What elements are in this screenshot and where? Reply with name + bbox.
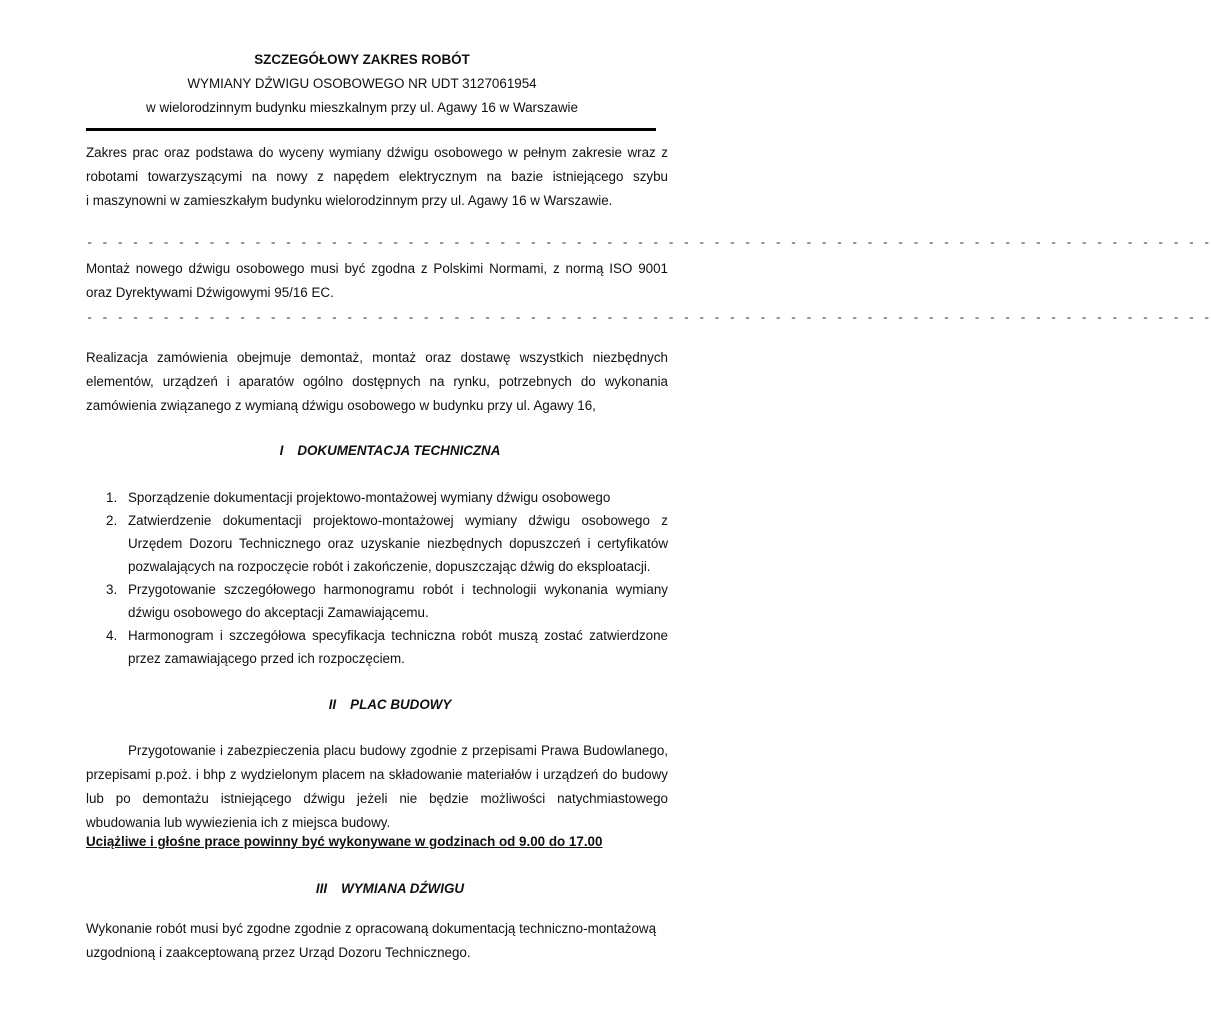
scope-line: Realizacja zamówienia obejmuje demontaż, montaż oraz dostawę wszystkich niezbędnych xyxy=(86,350,668,365)
section-heading-elevator-replacement xyxy=(0,881,780,896)
dashed-separator: - - - - - - - - - - - - - - - - - - - - - - - - - - - - - - - - - - - - - - - - - - - - - - - - - - - - - - - - - - - - - - - - - - - - - - - - - - xyxy=(86,311,1211,325)
list-item-number: 2. xyxy=(106,513,118,528)
section-number: III xyxy=(315,881,328,896)
document-location: w wielorodzinnym budynku mieszkalnym przy ul. Agawy 16 w Warszawie xyxy=(146,100,578,115)
list-item xyxy=(106,624,668,670)
document-title: SZCZEGÓŁOWY ZAKRES ROBÓT xyxy=(254,52,470,67)
list-item-number: 4. xyxy=(106,628,118,643)
scope-line: zamówienia związanego z wymianą dźwigu osobowego w budynku przy ul. Agawy 16, xyxy=(86,398,596,413)
section-title: DOKUMENTACJA TECHNICZNA xyxy=(297,443,501,458)
intro-line: i maszynowni w zamieszkałym budynku wielorodzinnym przy ul. Agawy 16 w Warszawie. xyxy=(86,193,613,208)
list-item-text: przez zamawiającego przed ich rozpoczęciem. xyxy=(128,651,405,666)
list-item-text: Urzędem Dozoru Technicznego oraz uzyskanie niezbędnych dopuszczeń i certyfikatów xyxy=(128,536,668,551)
norms-paragraph xyxy=(86,257,668,305)
intro-line: robotami towarzyszącymi na nowy z napędem elektrycznym na bazie istniejącego szybu xyxy=(86,169,668,184)
norms-line: Montaż nowego dźwigu osobowego musi być zgodna z Polskimi Normami, z normą ISO 9001 xyxy=(86,261,668,276)
norms-line: oraz Dyrektywami Dźwigowymi 95/16 EC. xyxy=(86,285,334,300)
dashed-separator: - - - - - - - - - - - - - - - - - - - - - - - - - - - - - - - - - - - - - - - - - - - - - - - - - - - - - - - - - - - - - - - - - - - - - - - - - - xyxy=(86,236,1211,250)
section-title: WYMIANA DŹWIGU xyxy=(341,881,465,896)
list-item-text: Zatwierdzenie dokumentacji projektowo-montażowej wymiany dźwigu osobowego z xyxy=(128,513,668,528)
document-subtitle: WYMIANY DŹWIGU OSOBOWEGO NR UDT 3127061954 xyxy=(187,76,537,91)
site-line: Przygotowanie i zabezpieczenia placu budowy zgodnie z przepisami Prawa Budowlanego, xyxy=(128,743,668,758)
list-item-number: 1. xyxy=(106,490,118,505)
list-item xyxy=(106,509,668,578)
intro-paragraph xyxy=(86,141,668,213)
section-number: II xyxy=(328,697,337,712)
section-number: I xyxy=(279,443,284,458)
scope-line: elementów, urządzeń i aparatów ogólno dostępnych na rynku, potrzebnych do wykonania xyxy=(86,374,668,389)
replacement-line: Wykonanie robót musi być zgodne zgodnie z opracowaną dokumentacją techniczno-montażową xyxy=(86,921,657,936)
list-item xyxy=(106,486,668,509)
replacement-line: uzgodnioną i zaakceptowaną przez Urząd Dozoru Technicznego. xyxy=(86,945,471,960)
elevator-replacement-paragraph xyxy=(86,917,668,965)
scope-paragraph xyxy=(86,346,668,418)
header-rule xyxy=(86,128,656,131)
section-heading-construction-site xyxy=(0,697,780,712)
list-item-text: Harmonogram i szczegółowa specyfikacja techniczna robót muszą zostać zatwierdzone xyxy=(128,628,668,643)
section-heading-documentation xyxy=(0,443,780,458)
site-line: przepisami p.poż. i bhp z wydzielonym placem na składowanie materiałów i urządzeń do budowy xyxy=(86,767,668,782)
site-line: wbudowania lub wywiezienia ich z miejsca budowy. xyxy=(86,815,391,830)
intro-line: Zakres prac oraz podstawa do wyceny wymiany dźwigu osobowego w pełnym zakresie wraz z xyxy=(86,145,668,160)
working-hours-note: Uciążliwe i głośne prace powinny być wykonywane w godzinach od 9.00 do 17.00 xyxy=(86,834,603,849)
documentation-list xyxy=(106,486,668,670)
list-item xyxy=(106,578,668,624)
list-item-text: Przygotowanie szczegółowego harmonogramu robót i technologii wykonania wymiany xyxy=(128,582,668,597)
section-title: PLAC BUDOWY xyxy=(350,697,452,712)
list-item-text: Sporządzenie dokumentacji projektowo-montażowej wymiany dźwigu osobowego xyxy=(128,490,611,505)
list-item-text: dźwigu osobowego do akceptacji Zamawiającemu. xyxy=(128,605,429,620)
list-item-text: pozwalających na rozpoczęcie robót i zakończenie, dopuszczając dźwig do eksploatacji. xyxy=(128,559,651,574)
site-line: lub po demontażu istniejącego dźwigu jeżeli nie będzie możliwości natychmiastowego xyxy=(86,791,668,806)
list-item-number: 3. xyxy=(106,582,118,597)
construction-site-paragraph xyxy=(86,739,668,835)
